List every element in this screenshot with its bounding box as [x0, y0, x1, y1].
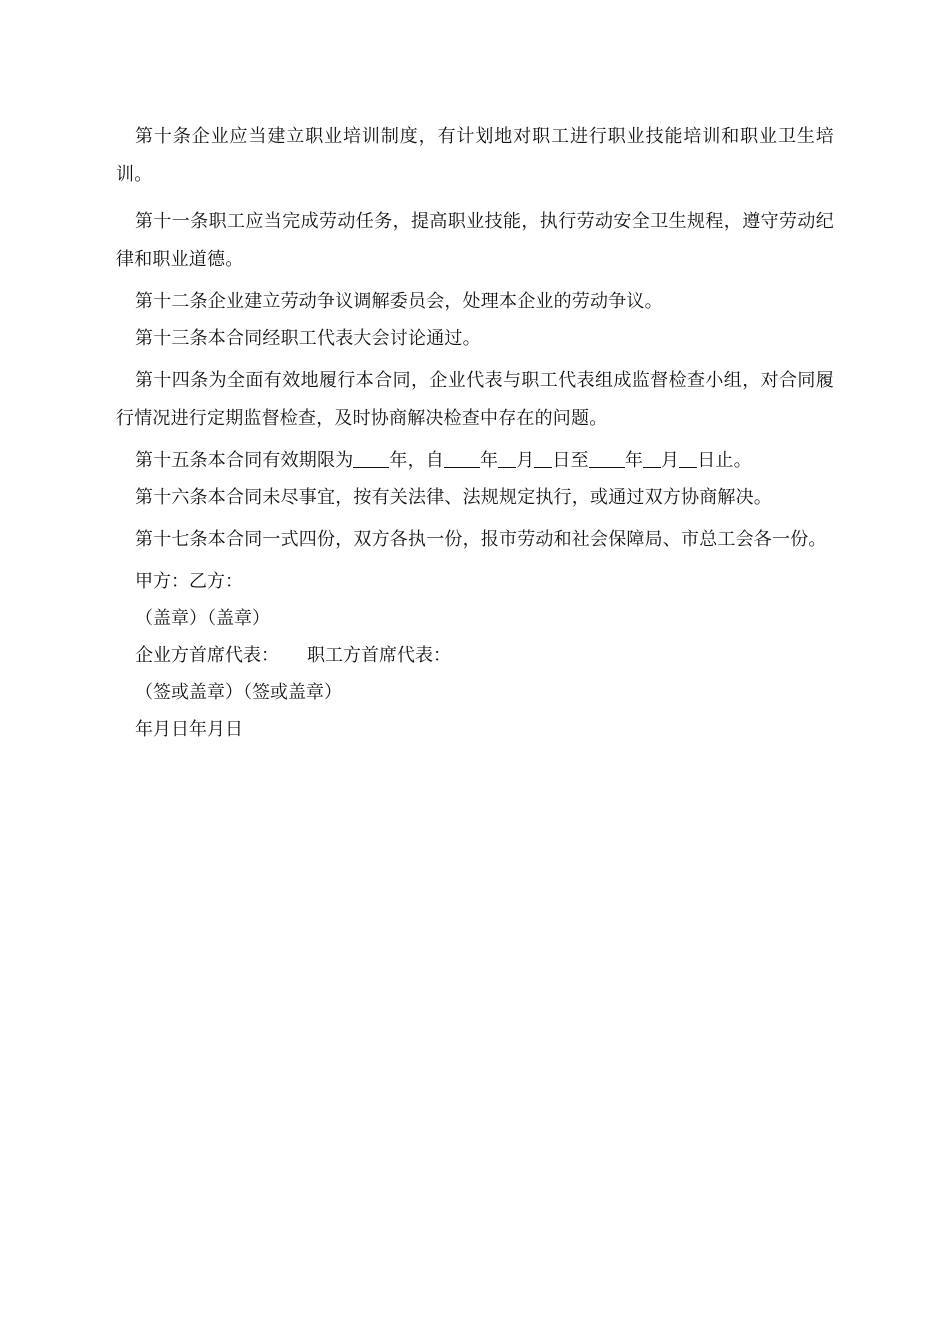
blank-end-year — [589, 449, 625, 468]
signature-parties: 甲方：乙方： — [135, 571, 243, 592]
article-12: 第十二条企业建立劳动争议调解委员会，处理本企业的劳动争议。 — [135, 291, 663, 312]
signature-representatives — [116, 642, 834, 670]
article-15: 第十五条本合同有效期限为 年，自 年 月 日至 年 月 日止。 — [135, 450, 752, 471]
document-page — [116, 118, 834, 753]
article-16: 第十六条本合同未尽事宜，按有关法律、法规规定执行，或通过双方协商解决。 — [135, 487, 772, 508]
article-11: 第十一条职工应当完成劳动任务，提高职业技能，执行劳动安全卫生规程，遵守劳动纪律和职业道德。 — [116, 211, 834, 270]
blank-start-day — [534, 449, 552, 468]
blank-end-day — [679, 449, 697, 468]
blank-start-year — [444, 449, 480, 468]
blank-start-month — [498, 449, 516, 468]
blank-end-month — [643, 449, 661, 468]
signature-sign-or-seal: （签或盖章）（签或盖章） — [135, 682, 342, 703]
signature-seals: （盖章）（盖章） — [135, 608, 270, 629]
article-14: 第十四条为全面有效地履行本合同，企业代表与职工代表组成监督检查小组，对合同履行情况进行定期监督检查，及时协商解决检查中存在的问题。 — [116, 370, 834, 429]
blank-term-years — [353, 449, 389, 468]
article-10: 第十条企业应当建立职业培训制度，有计划地对职工进行职业技能培训和职业卫生培训。 — [116, 126, 834, 185]
article-17: 第十七条本合同一式四份，双方各执一份，报市劳动和社会保障局、市总工会各一份。 — [135, 529, 827, 550]
article-13: 第十三条本合同经职工代表大会讨论通过。 — [135, 328, 481, 349]
rep-worker-label: 职工方首席代表： — [307, 645, 451, 666]
rep-enterprise-label: 企业方首席代表： — [135, 645, 279, 666]
signature-dates: 年月日年月日 — [135, 719, 243, 740]
